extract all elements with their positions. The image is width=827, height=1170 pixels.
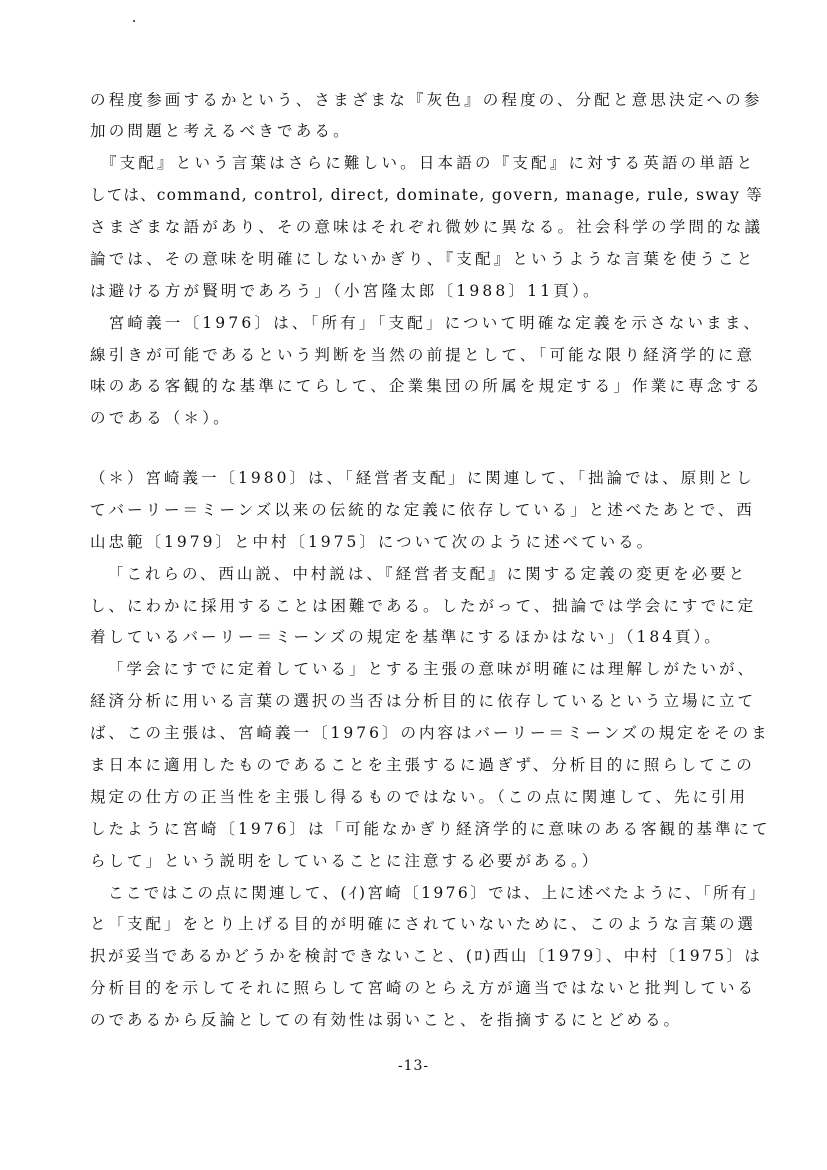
body-line: 線引きが可能であるという判断を当然の前提として、「可能な限り経済学的に意 xyxy=(90,346,756,364)
body-line: 宮崎義一〔1976〕は、「所有」「支配」について明確な定義を示さないまま、 xyxy=(90,314,763,332)
page-number: -13- xyxy=(397,1058,430,1074)
footnote-line: のであるから反論としての有効性は弱いこと、を指摘するにとどめる。 xyxy=(90,1011,683,1029)
footnote-line: したように宮崎〔1976〕は「可能なかぎり経済学的に意味のある客観的基準にて xyxy=(90,820,771,838)
footnote-line: 「学会にすでに定着している」とする主張の意味が明確には理解しがたいが、 xyxy=(108,660,756,678)
footnote-line: （＊）宮崎義一〔1980〕は、「経営者支配」に関連して、「拙論では、原則とし xyxy=(90,469,755,487)
footnote-line: ここではこの点に関連して、(ｲ)宮崎〔1976〕では、上に述べたように、「所有」 xyxy=(108,884,767,902)
footnote-line: らして」という説明をしていることに注意する必要がある。） xyxy=(90,852,601,870)
footnote-quote-line: 着しているバーリー＝ミーンズの規定を基準にするほかはない」（184頁）。 xyxy=(90,628,723,646)
body-line: 論では、その意味を明確にしないかぎり、『支配』というような言葉を使うこと xyxy=(90,250,756,268)
scan-speck xyxy=(133,20,135,22)
footnote-line: 択が妥当であるかどうかを検討できないこと、(ﾛ)西山〔1979〕、中村〔1975〕は xyxy=(90,947,763,965)
footnote-line: 経済分析に用いる言葉の選択の当否は分析目的に依存しているという立場に立て xyxy=(90,692,757,710)
footnote-quote-line: し、にわかに採用することは困難である。したがって、拙論では学会にすでに定 xyxy=(90,597,757,615)
body-line: の程度参画するかという、さまざまな『灰色』の程度の、分配と意思決定への参 xyxy=(90,91,763,109)
footnote-line: 規定の仕方の正当性を主張し得るものではない。（この点に関連して、先に引用 xyxy=(90,788,748,806)
body-line: 『支配』という言葉はさらに難しい。日本語の『支配』に対する英語の単語と xyxy=(90,154,756,172)
footnote-line: ま日本に適用したものであることを主張するに過ぎず、分析目的に照らしてこの xyxy=(90,756,755,774)
footnote-line: ば、この主張は、宮崎義一〔1976〕の内容はバーリー＝ミーンズの規定をそのま xyxy=(90,724,770,742)
footnote-quote-line: 「これらの、西山説、中村説は、『経営者支配』に関する定義の変更を必要と xyxy=(108,565,748,583)
footnote-line: てバーリー＝ミーンズ以来の伝統的な定義に依存している」と述べたあとで、西 xyxy=(90,501,755,519)
footnote-line: 山忠範〔1979〕と中村〔1975〕について次のように述べている。 xyxy=(90,533,656,551)
footnote-line: と「支配」をとり上げる目的が明確にされていないために、このような言葉の選 xyxy=(90,915,757,933)
body-line: のである（＊）。 xyxy=(90,409,232,427)
body-line: しては、command, control, direct, dominate, govern, manage, rule, sway 等 xyxy=(90,186,763,204)
body-line: 加の問題と考えるべきである。 xyxy=(90,122,352,140)
footnote-line: 分析目的を示してそれに照らして宮崎のとらえ方が適当ではないと批判している xyxy=(90,979,757,997)
body-line: 味のある客観的な基準にてらして、企業集団の所属を規定する」作業に専念する xyxy=(90,377,763,395)
body-line: さまざまな語があり、その意味はそれぞれ微妙に異なる。社会科学の学問的な議 xyxy=(90,218,764,236)
body-line: は避ける方が賢明であろう」（小宮隆太郎〔1988〕11頁）。 xyxy=(90,282,602,300)
